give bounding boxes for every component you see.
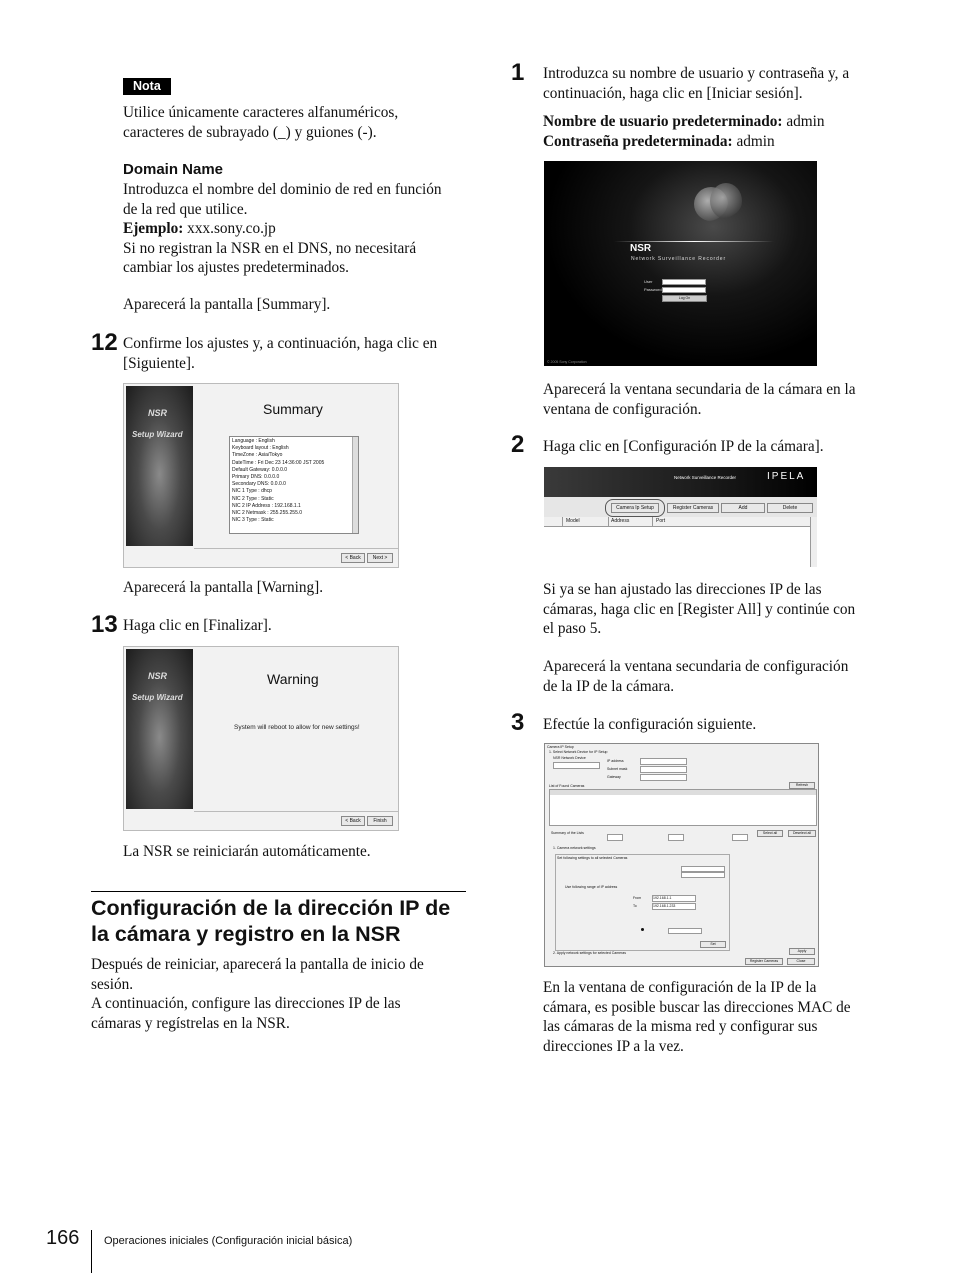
domain-name-heading: Domain Name (123, 161, 224, 178)
summary-lines (230, 437, 358, 525)
login-logo: NSR (630, 243, 652, 254)
gateway-field[interactable] (640, 774, 687, 781)
count-field (607, 834, 623, 841)
user-label: User (644, 279, 653, 284)
domain-name-text (123, 180, 473, 278)
register-cameras-button[interactable]: Register Cameras (745, 958, 783, 965)
user-input[interactable] (662, 279, 706, 285)
step-3-text: Efectúe la configuración siguiente. (543, 716, 757, 733)
default-pass-line (543, 132, 913, 152)
http-port-field[interactable] (668, 928, 702, 934)
text-line: Si no registran la NSR en el DNS, no necesitará (123, 239, 417, 257)
text-line: Introduzca su nombre de usuario y contraseña y, a (543, 65, 850, 82)
count-field (732, 834, 748, 841)
summary-line: NIC 2 IP Address : 192.168.1.1 (232, 502, 301, 509)
summary-title: Summary (263, 401, 323, 417)
subwindow-text (543, 380, 913, 419)
heading-line: la cámara y registro en la NSR (91, 922, 401, 946)
note-line: caracteres de subrayado (_) y guiones (-). (123, 123, 377, 141)
section-heading (91, 895, 471, 947)
column-port: Port (656, 518, 666, 524)
to-label: To (633, 904, 637, 908)
step-12-text (123, 334, 473, 373)
text-line: cámaras, haga clic en [Register All] y continúe con (543, 600, 856, 618)
text-line: Confirme los ajustes y, a continuación, haga clic en (123, 335, 438, 352)
summary-line: Language : English (232, 438, 275, 444)
wizard-logo-subtitle: Setup Wizard (132, 693, 183, 702)
heading-line: Configuración de la dirección IP de (91, 896, 451, 920)
wizard-logo: NSR (148, 671, 168, 681)
from-label: From (633, 896, 642, 900)
to-ip-field[interactable]: 192.168.1.233 (652, 903, 696, 910)
wizard-logo-subtitle: Setup Wizard (132, 430, 183, 439)
login-screenshot (544, 161, 817, 366)
config-header (544, 467, 817, 497)
summary-line: Primary DNS: 0.0.0.0 (232, 474, 280, 481)
final-text (543, 978, 913, 1056)
config-screenshot (544, 467, 817, 567)
example-label: Ejemplo: (123, 220, 184, 237)
warning-title: Warning (267, 671, 319, 687)
step-1-text (543, 64, 913, 103)
ip-setup-label: Gateway (607, 775, 621, 779)
brand-text: Network Surveillance Recorder (674, 475, 737, 480)
found-cameras-list[interactable] (549, 795, 817, 826)
register-all-text (543, 580, 913, 639)
wizard-side-panel (126, 386, 193, 546)
text-line: de la red que utilice. (123, 200, 248, 218)
summary-line: NIC 1 Type : dhcp (232, 488, 272, 495)
select-all-button[interactable]: Select all (757, 830, 783, 837)
ip-setup-screenshot (544, 743, 819, 967)
text-line: de la IP de la cámara. (543, 677, 675, 695)
summary-appears-text: Aparecerá la pantalla [Summary]. (123, 296, 331, 313)
column-divider (608, 517, 609, 526)
page-number: 166 (46, 1227, 80, 1249)
ipela-logo: IPELA (767, 471, 806, 482)
text-line: el paso 5. (543, 620, 602, 637)
ip-setup-label: 1. Select Network Device for IP Setup (549, 750, 608, 754)
default-user-line (543, 112, 913, 132)
footer-section: Operaciones iniciales (Configuración inicial básica) (104, 1235, 353, 1247)
step-12-number: 12 (91, 329, 118, 356)
default-pass-value: admin (732, 132, 775, 150)
ip-setup-title: Camera IP Setup (547, 745, 574, 749)
ip-setup-label: Use following range of IP address (565, 885, 618, 889)
section-text (91, 955, 471, 1033)
ip-address-field[interactable] (640, 758, 687, 765)
column-address: Address (611, 518, 630, 524)
example-value: xxx.sony.co.jp (183, 220, 276, 237)
section-rule (91, 891, 466, 892)
note-text (123, 103, 473, 142)
summary-screenshot (123, 383, 399, 568)
back-button[interactable]: < Back (341, 816, 365, 826)
text-line: Si ya se han ajustado las direcciones IP de las (543, 581, 822, 598)
ip-setup-label: 1. Camera network settings (553, 846, 596, 850)
ip-setup-label: 2. Apply network settings for selected Cameras (553, 951, 626, 955)
column-divider (652, 517, 653, 526)
close-button[interactable]: Close (787, 958, 815, 965)
summary-line: Keyboard layout : English (232, 445, 289, 452)
copyright-text: © 2005 Sony Corporation (547, 360, 587, 364)
column-model: Model (566, 518, 580, 524)
text-line: sesión. (91, 975, 134, 993)
summary-line: TimeZone : Asia/Tokyo (232, 452, 283, 459)
text-line: continuación, haga clic en [Iniciar sesión]. (543, 84, 803, 102)
wizard-side-panel (126, 649, 193, 809)
summary-line: NIC 2 Type : Static (232, 495, 274, 502)
set-button[interactable]: Set (700, 941, 726, 948)
scrollbar[interactable] (810, 517, 817, 567)
ip-setup-label: IP address (607, 759, 624, 763)
apply-button[interactable]: Apply (789, 948, 815, 955)
default-credentials (543, 112, 913, 151)
radio-selected-icon[interactable] (641, 928, 644, 931)
add-button[interactable]: Add (721, 503, 765, 513)
note-label (123, 77, 171, 95)
table-header (544, 517, 810, 527)
text-line: [Siguiente]. (123, 354, 195, 372)
reboot-text: La NSR se reiniciarán automáticamente. (123, 843, 371, 860)
text-line: ventana de configuración. (543, 400, 702, 418)
refresh-button[interactable]: Refresh (789, 782, 815, 789)
text-line: cambiar los ajustes predeterminados. (123, 259, 349, 276)
default-user-value: admin (782, 113, 825, 130)
note-line: Utilice únicamente caracteres alfanuméricos, (123, 104, 399, 121)
ip-setup-label: NSR Network Device (553, 756, 586, 760)
summary-line: DateTime : Fri Dec 23 14:36:00 JST 2005 (232, 459, 325, 466)
count-field (668, 834, 684, 841)
warning-appears-text: Aparecerá la pantalla [Warning]. (123, 579, 324, 596)
step-13-number: 13 (91, 611, 118, 638)
example-line (123, 219, 473, 239)
divider (194, 548, 398, 549)
text-line: cámara, es posible buscar las direcciones MAC de (543, 998, 851, 1016)
note-badge: Nota (123, 78, 171, 95)
text-line: Aparecerá la ventana secundaria de configuración (543, 658, 849, 675)
text-line: Introduzca el nombre del dominio de red en función (123, 181, 442, 198)
step-1-number: 1 (511, 59, 525, 86)
light-streak (614, 241, 774, 242)
step-2-number: 2 (511, 431, 525, 458)
deselect-all-button[interactable]: Deselect all (788, 830, 816, 837)
footer-rule (91, 1230, 92, 1273)
ip-subwindow-text (543, 657, 913, 696)
ip-setup-label: Summary of the Lists (551, 831, 584, 835)
login-button[interactable]: Log On (662, 295, 707, 302)
ip-setup-label: Subnet mask (607, 767, 628, 771)
ip-setup-label: Set following settings to all selected Cameras (557, 856, 628, 860)
warning-screenshot (123, 646, 399, 831)
admin-password-field[interactable] (681, 872, 725, 878)
summary-list[interactable] (229, 436, 359, 534)
text-line: cámaras y regístrelas en la NSR. (91, 1014, 290, 1032)
step-3-number: 3 (511, 709, 525, 736)
finish-button[interactable]: Finish (367, 816, 393, 826)
delete-button[interactable]: Delete (767, 503, 813, 513)
network-device-select[interactable] (553, 762, 600, 769)
default-user-label: Nombre de usuario predeterminado: (543, 113, 783, 130)
text-line: A continuación, configure las direcciones IP de las (91, 995, 401, 1012)
login-subtitle: Network Surveillance Recorder (631, 256, 727, 262)
person-silhouette (710, 183, 742, 219)
text-line: las cámaras de la misma red y configurar sus (543, 1018, 818, 1035)
summary-line: Secondary DNS: 0.0.0.0 (232, 481, 286, 488)
ip-setup-label: List of Found Cameras (549, 784, 585, 788)
summary-line: Default Gateway: 0.0.0.0 (232, 466, 288, 473)
back-button[interactable]: < Back (341, 553, 365, 563)
text-line: Aparecerá la ventana secundaria de la cámara en la (543, 381, 856, 398)
column-divider (562, 517, 563, 526)
camera-ip-setup-button[interactable]: Camera Ip Setup (611, 503, 659, 513)
summary-line: NIC 3 Type : Static (232, 517, 274, 524)
wizard-logo: NSR (148, 408, 168, 418)
divider (194, 811, 398, 812)
summary-line: NIC 2 Netmask : 255.255.255.0 (232, 510, 303, 517)
step-13-text: Haga clic en [Finalizar]. (123, 617, 272, 634)
password-input[interactable] (662, 287, 706, 293)
from-ip-field[interactable]: 192.168.1.1 (652, 895, 696, 902)
default-pass-label: Contraseña predeterminada: (543, 132, 733, 150)
text-line: En la ventana de configuración de la IP de la (543, 979, 817, 996)
step-2-text: Haga clic en [Configuración IP de la cámara]. (543, 438, 824, 455)
warning-message: System will reboot to allow for new settings! (234, 724, 360, 731)
next-button[interactable]: Next > (367, 553, 393, 563)
subnet-mask-field[interactable] (640, 766, 687, 773)
text-line: direcciones IP a la vez. (543, 1037, 684, 1055)
scrollbar[interactable] (352, 437, 358, 533)
password-label: Password (644, 287, 662, 292)
register-cameras-button[interactable]: Register Cameras (667, 503, 719, 513)
text-line: Después de reiniciar, aparecerá la pantalla de inicio de (91, 956, 424, 973)
